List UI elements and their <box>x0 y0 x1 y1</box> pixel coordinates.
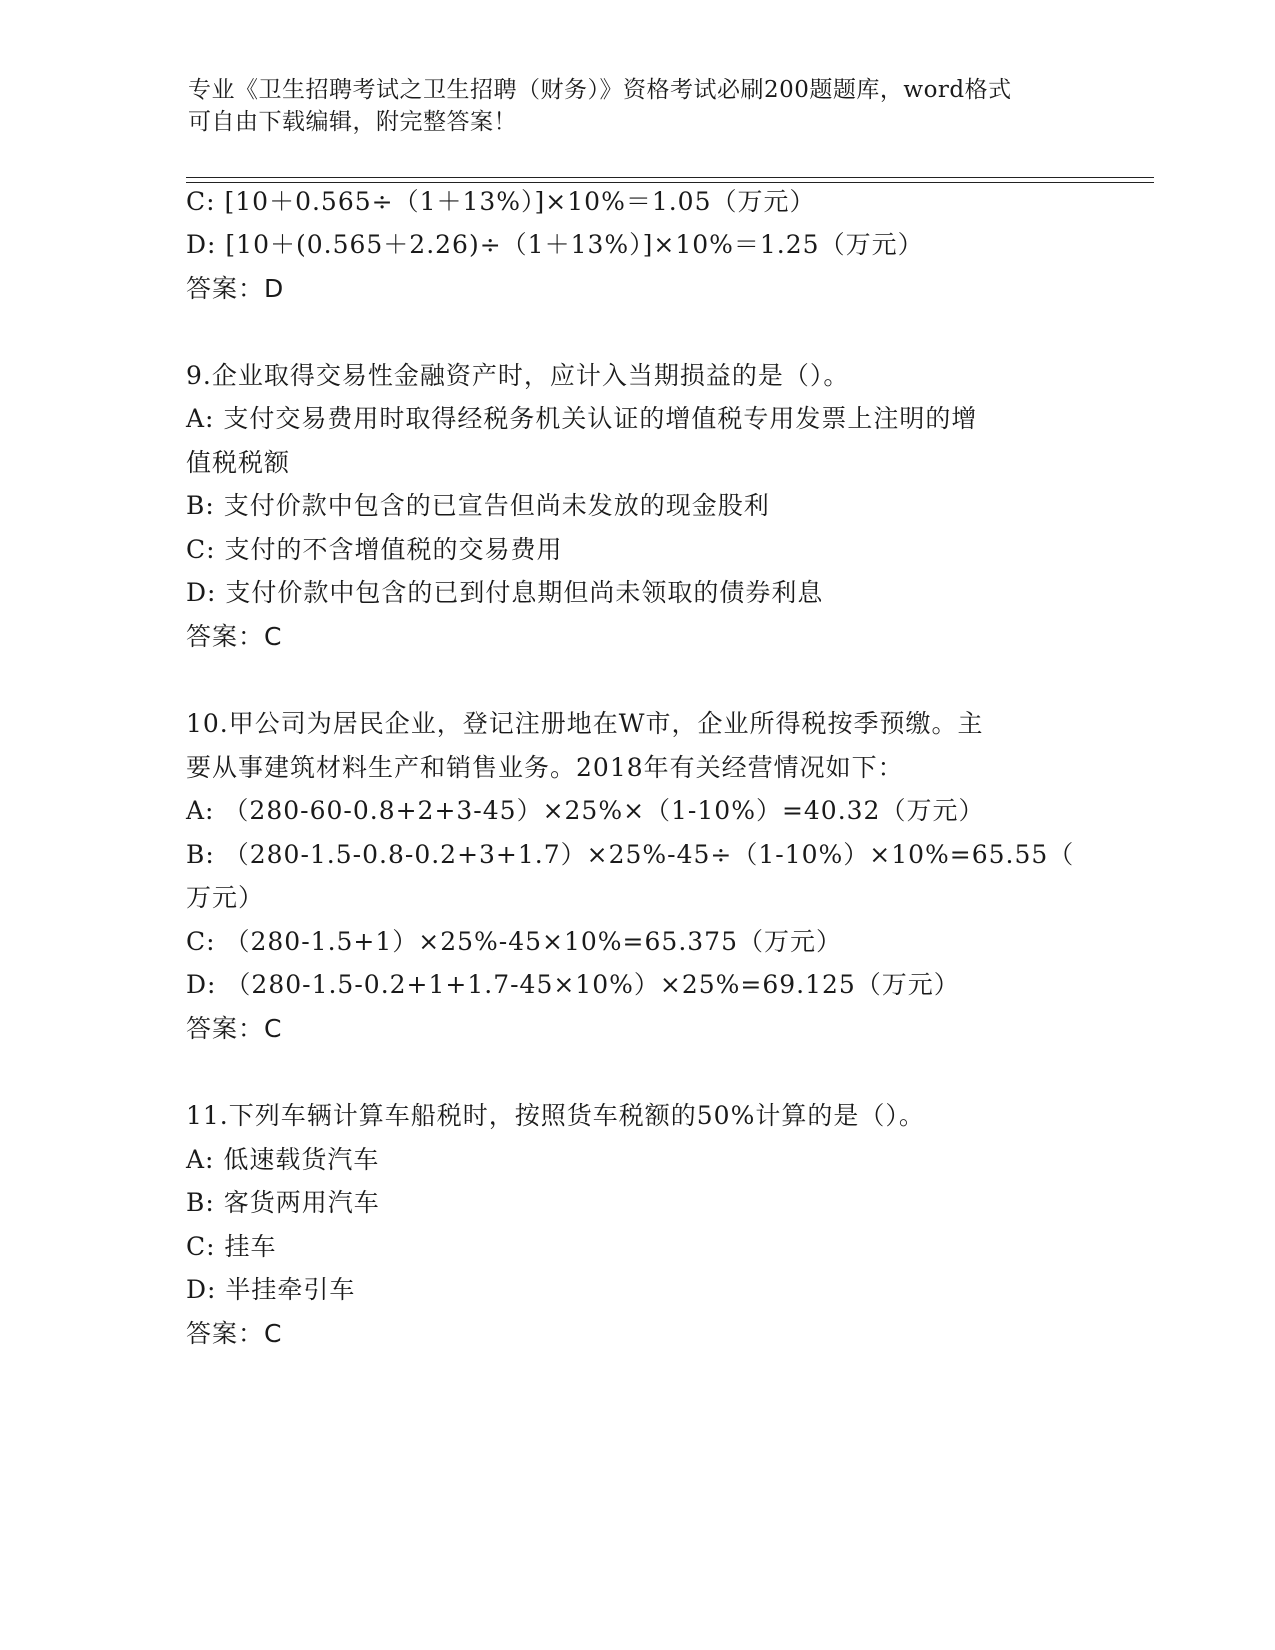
q9-answer: 答案：C <box>186 622 283 651</box>
q10-option-d: D: （280-1.5-0.2+1+1.7-45×10%）×25%=69.125（万元） <box>186 970 960 999</box>
q11-option-c: C: 挂车 <box>186 1232 277 1261</box>
page-header <box>188 74 1088 138</box>
q11-answer: 答案：C <box>186 1319 283 1348</box>
header-divider-top <box>186 177 1154 178</box>
q11-option-d: D: 半挂牵引车 <box>186 1275 356 1304</box>
q9-option-a-cont: 值税税额 <box>186 448 291 477</box>
q9-option-b: B: 支付价款中包含的已宣告但尚未发放的现金股利 <box>186 491 770 520</box>
header-title-line-2: 可自由下载编辑，附完整答案！ <box>188 109 517 135</box>
q10-stem: 10.甲公司为居民企业，登记注册地在W市，企业所得税按季预缴。主 <box>186 709 984 738</box>
q11-option-b: B: 客货两用汽车 <box>186 1188 380 1217</box>
q9-stem: 9.企业取得交易性金融资产时，应计入当期损益的是（）。 <box>186 361 850 390</box>
q10-stem-cont: 要从事建筑材料生产和销售业务。2018年有关经营情况如下： <box>186 753 904 782</box>
header-title-line-1: 专业《卫生招聘考试之卫生招聘（财务）》资格考试必刷200题题库，word格式 <box>188 77 1012 103</box>
q9-option-a: A: 支付交易费用时取得经税务机关认证的增值税专用发票上注明的增 <box>186 404 978 433</box>
header-divider-bottom <box>186 182 1154 183</box>
q11-option-a: A: 低速载货汽车 <box>186 1145 380 1174</box>
q11-stem: 11.下列车辆计算车船税时，按照货车税额的50%计算的是（）。 <box>186 1101 925 1130</box>
q8-answer: 答案：D <box>186 274 285 303</box>
q9-option-d: D: 支付价款中包含的已到付息期但尚未领取的债券利息 <box>186 578 824 607</box>
q9-option-c: C: 支付的不含增值税的交易费用 <box>186 535 563 564</box>
q10-option-c: C: （280-1.5+1）×25%-45×10%=65.375（万元） <box>186 927 842 956</box>
q10-option-a: A: （280-60-0.8+2+3-45）×25%×（1-10%）=40.32（万元） <box>186 796 985 825</box>
q8-option-d: D: [10＋(0.565＋2.26)÷（1＋13%）]×10%＝1.25（万元） <box>186 230 924 259</box>
q10-option-b: B: （280-1.5-0.8-0.2+3+1.7）×25%-45÷（1-10%）×10%=65.55（ <box>186 840 1075 869</box>
q10-option-b-cont: 万元） <box>186 883 265 912</box>
q8-option-c: C: [10＋0.565÷（1＋13%）]×10%＝1.05（万元） <box>186 187 816 216</box>
q10-answer: 答案：C <box>186 1014 283 1043</box>
